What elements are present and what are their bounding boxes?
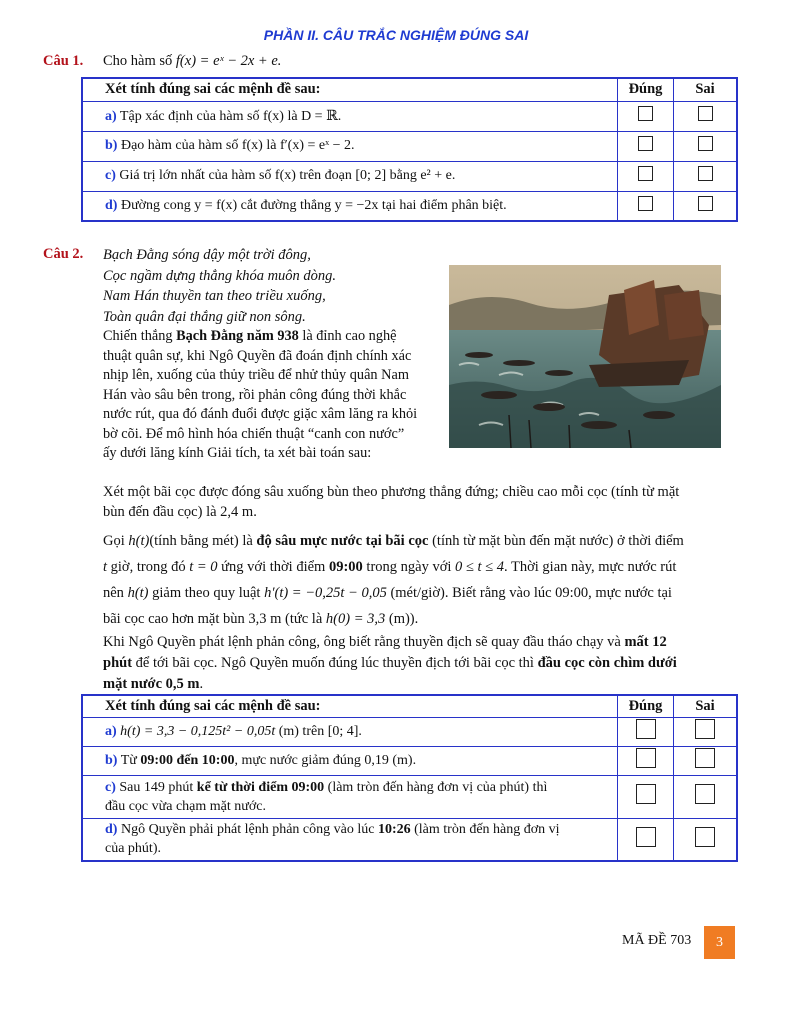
statement-a: a) Tập xác định của hàm số f(x) là D = ℝ. — [82, 101, 618, 131]
statement-b: b) Đạo hàm của hàm số f(x) là f′(x) = eˣ − 2. — [82, 131, 618, 161]
true-checkbox[interactable] — [638, 196, 653, 211]
problem-paragraph-2: Gọi h(t)(tính bằng mét) là độ sâu mực nước tại bãi cọc (tính từ mặt bùn đến mặt nước) ở thời điểm t giờ, trong đó t = 0 ứng với thời điểm 09:00 trong ngày với 0 ≤ t ≤ 4. Thời gian này, mực nước rút nên h(t) giảm theo quy luật h′(t) = −0,25t − 0,05 (mét/giờ). Biết rằng vào lúc 09:00, mực nước tại bãi cọc cao hơn mặt bùn 3,3 m (tức là h(0) = 3,3 (m)). — [103, 533, 684, 627]
false-checkbox[interactable] — [698, 136, 713, 151]
false-checkbox[interactable] — [695, 748, 715, 768]
q1-true-false-table — [81, 77, 738, 222]
false-checkbox[interactable] — [698, 166, 713, 181]
true-checkbox[interactable] — [636, 748, 656, 768]
true-checkbox[interactable] — [638, 136, 653, 151]
question-1-stem — [103, 53, 281, 70]
poem-line: Cọc ngầm dựng thẳng khóa muôn dòng. — [103, 267, 337, 284]
table-row — [82, 746, 737, 775]
poem-line: Nam Hán thuyền tan theo triều xuống, — [103, 288, 326, 304]
page-title: PHẦN II. CÂU TRẮC NGHIỆM ĐÚNG SAI — [263, 27, 529, 43]
table-row — [82, 131, 737, 161]
statement-c: c) Sau 149 phút kể từ thời điểm 09:00 (làm tròn đến hàng đơn vị của phút) thì đầu cọc vừa chạm mặt nước. — [82, 775, 618, 818]
statement-c: c) Giá trị lớn nhất của hàm số f(x) trên đoạn [0; 2] bằng e² + e. — [82, 161, 618, 191]
statement-d: d) Đường cong y = f(x) cắt đường thẳng y = −2x tại hai điểm phân biệt. — [82, 191, 618, 221]
problem-paragraph-3: Khi Ngô Quyền phát lệnh phản công, ông biết rằng thuyền địch sẽ quay đầu tháo chạy và mất 12 phút để tới bãi cọc. Ngô Quyền muốn đúng lúc thuyền địch tới bãi cọc thì đầu cọc còn chìm dưới mặt nước 0,5 m. — [103, 634, 677, 692]
problem-paragraph-1: Xét một bãi cọc được đóng sâu xuống bùn theo phương thẳng đứng; chiều cao mỗi cọc (tính từ mặt bùn đến đầu cọc) là 2,4 m. — [103, 484, 680, 520]
table-row — [82, 717, 737, 746]
table-row — [82, 191, 737, 221]
table-row — [82, 161, 737, 191]
intro-paragraph: Chiến thắng Bạch Đằng năm 938 là đỉnh cao nghệ thuật quân sự, khi Ngô Quyền đã đoán định chính xác nhịp lên, xuống của thủy triều để nhử thủy quân Nam Hán vào sâu bên trong, rồi phản công đúng thời khắc nước rút, qua đó đánh đuổi được giặc xâm lăng ra khỏi bờ cõi. Để mô hình hóa chiến thuật “canh con nước” ấy dưới lăng kính Giải tích, ta xét bài toán sau: — [103, 328, 418, 461]
table-header: Xét tính đúng sai các mệnh đề sau: — [82, 78, 618, 101]
true-checkbox[interactable] — [636, 827, 656, 847]
question-1-label: Câu 1. — [43, 53, 84, 69]
poem-line: Toàn quân đại thắng giữ non sông. — [103, 308, 306, 325]
poem-line: Bạch Đằng sóng dậy một trời đông, — [103, 247, 311, 263]
col-true-header: Đúng — [618, 78, 674, 101]
statement-d: d) Ngô Quyền phải phát lệnh phản công vào lúc 10:26 (làm tròn đến hàng đơn vị của phút). — [82, 818, 618, 861]
table-row — [82, 775, 737, 818]
table-row — [82, 101, 737, 131]
col-true-header: Đúng — [618, 695, 674, 717]
col-false-header: Sai — [674, 78, 738, 101]
table-row — [82, 818, 737, 861]
exam-code: MÃ ĐỀ 703 — [622, 933, 692, 948]
stem-formula: f(x) = eˣ − 2x + e. — [175, 53, 282, 69]
question-2-label: Câu 2. — [43, 246, 84, 262]
table-header: Xét tính đúng sai các mệnh đề sau: — [82, 695, 618, 717]
statement-b: b) Từ 09:00 đến 10:00, mực nước giảm đúng 0,19 (m). — [82, 746, 618, 775]
stem-text: Cho hàm số — [103, 53, 173, 69]
col-false-header: Sai — [674, 695, 738, 717]
false-checkbox[interactable] — [695, 784, 715, 804]
page-number: 3 — [704, 926, 735, 959]
q2-true-false-table — [81, 694, 738, 862]
false-checkbox[interactable] — [695, 827, 715, 847]
battle-painting-image — [449, 265, 721, 448]
true-checkbox[interactable] — [636, 719, 656, 739]
poem — [103, 245, 336, 327]
false-checkbox[interactable] — [698, 106, 713, 121]
statement-a: a) h(t) = 3,3 − 0,125t² − 0,05t (m) trên [0; 4]. — [82, 717, 618, 746]
true-checkbox[interactable] — [636, 784, 656, 804]
false-checkbox[interactable] — [695, 719, 715, 739]
true-checkbox[interactable] — [638, 166, 653, 181]
true-checkbox[interactable] — [638, 106, 653, 121]
false-checkbox[interactable] — [698, 196, 713, 211]
